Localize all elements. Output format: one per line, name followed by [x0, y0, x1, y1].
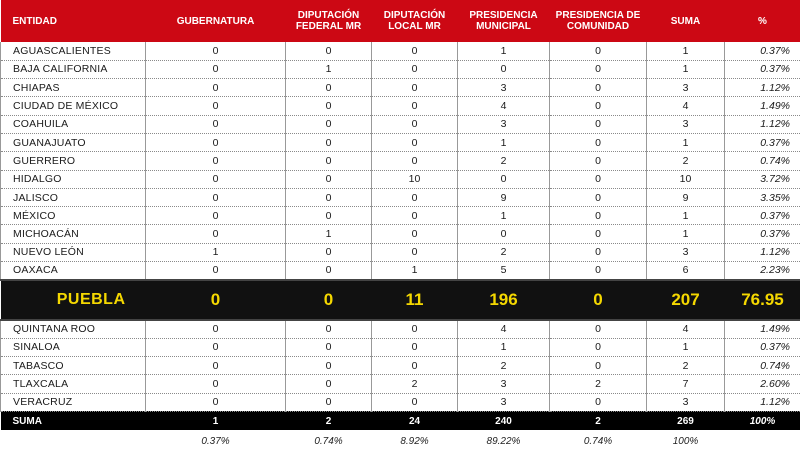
- header-presidencia-municipal: PRESIDENCIA MUNICIPAL: [458, 0, 550, 42]
- cell-diputacion-local: 0: [372, 42, 458, 60]
- cell-suma: 207: [647, 280, 725, 320]
- cell-entidad: BAJA CALIFORNIA: [1, 60, 146, 78]
- cell-diputacion-federal: 1: [286, 225, 372, 243]
- cell-entidad: [1, 430, 146, 452]
- header-row: [1, 0, 800, 42]
- cell-presidencia-comunidad: 0.74%: [550, 430, 647, 452]
- cell-diputacion-local: 8.92%: [372, 430, 458, 452]
- cell-diputacion-federal: 0: [286, 393, 372, 411]
- table-row: [1, 320, 800, 338]
- cell-suma: 7: [647, 375, 725, 393]
- cell-diputacion-federal: 0: [286, 170, 372, 188]
- cell-diputacion-local: 24: [372, 411, 458, 430]
- cell-percent: 1.12%: [725, 115, 800, 133]
- cell-suma: 100%: [647, 430, 725, 452]
- cell-entidad: COAHUILA: [1, 115, 146, 133]
- table-row: [1, 375, 800, 393]
- cell-diputacion-local: 1: [372, 262, 458, 280]
- cell-entidad: AGUASCALIENTES: [1, 42, 146, 60]
- cell-suma: 1: [647, 207, 725, 225]
- cell-entidad: VERACRUZ: [1, 393, 146, 411]
- cell-suma: 9: [647, 188, 725, 206]
- cell-percent: 1.12%: [725, 79, 800, 97]
- cell-diputacion-federal: 0: [286, 356, 372, 374]
- cell-percent: 100%: [725, 411, 800, 430]
- cell-percent: 0.37%: [725, 338, 800, 356]
- cell-percent: 0.37%: [725, 225, 800, 243]
- cell-diputacion-local: 11: [372, 280, 458, 320]
- cell-gubernatura: 0: [146, 320, 286, 338]
- cell-gubernatura: 0: [146, 152, 286, 170]
- table-row: [1, 42, 800, 60]
- cell-presidencia-municipal: 196: [458, 280, 550, 320]
- cell-diputacion-local: 0: [372, 188, 458, 206]
- cell-gubernatura: 0: [146, 133, 286, 151]
- cell-entidad: OAXACA: [1, 262, 146, 280]
- cell-percent: 76.95: [725, 280, 800, 320]
- cell-percent: 0.37%: [725, 42, 800, 60]
- table-row: [1, 262, 800, 280]
- cell-presidencia-comunidad: 2: [550, 375, 647, 393]
- table-row: [1, 356, 800, 374]
- cell-percent: 2.60%: [725, 375, 800, 393]
- cell-diputacion-federal: 0: [286, 338, 372, 356]
- cell-presidencia-municipal: 4: [458, 320, 550, 338]
- table-row: [1, 338, 800, 356]
- cell-diputacion-federal: 0: [286, 133, 372, 151]
- cell-entidad: CHIAPAS: [1, 79, 146, 97]
- cell-diputacion-local: 0: [372, 152, 458, 170]
- cell-diputacion-federal: 0: [286, 97, 372, 115]
- cell-presidencia-comunidad: 0: [550, 225, 647, 243]
- table-row: [1, 60, 800, 78]
- cell-percent: 0.37%: [725, 60, 800, 78]
- cell-gubernatura: 0: [146, 207, 286, 225]
- table-row: [1, 207, 800, 225]
- cell-gubernatura: 1: [146, 243, 286, 261]
- cell-diputacion-federal: 0: [286, 262, 372, 280]
- cell-percent: 0.37%: [725, 207, 800, 225]
- table-row: [1, 243, 800, 261]
- table-row: [1, 393, 800, 411]
- cell-entidad: TABASCO: [1, 356, 146, 374]
- cell-presidencia-municipal: 1: [458, 207, 550, 225]
- cell-suma: 4: [647, 320, 725, 338]
- cell-diputacion-federal: 0: [286, 280, 372, 320]
- cell-presidencia-comunidad: 0: [550, 60, 647, 78]
- cell-presidencia-comunidad: 2: [550, 411, 647, 430]
- cell-presidencia-comunidad: 0: [550, 393, 647, 411]
- cell-presidencia-municipal: 1: [458, 42, 550, 60]
- cell-presidencia-comunidad: 0: [550, 79, 647, 97]
- cell-diputacion-local: 0: [372, 115, 458, 133]
- cell-entidad: SUMA: [1, 411, 146, 430]
- cell-gubernatura: 0: [146, 60, 286, 78]
- cell-gubernatura: 0: [146, 97, 286, 115]
- cell-diputacion-local: 0: [372, 225, 458, 243]
- cell-presidencia-comunidad: 0: [550, 207, 647, 225]
- cell-percent: 1.49%: [725, 97, 800, 115]
- cell-diputacion-local: 0: [372, 393, 458, 411]
- table-row: [1, 188, 800, 206]
- cell-diputacion-federal: 1: [286, 60, 372, 78]
- cell-presidencia-municipal: 2: [458, 356, 550, 374]
- cell-gubernatura: 0: [146, 262, 286, 280]
- highlight-row: [1, 280, 800, 320]
- cell-percent: [725, 430, 800, 452]
- header-diputacion-local: DIPUTACIÓN LOCAL MR: [372, 0, 458, 42]
- cell-gubernatura: 0: [146, 115, 286, 133]
- cell-presidencia-municipal: 240: [458, 411, 550, 430]
- table-row: [1, 115, 800, 133]
- cell-entidad: GUANAJUATO: [1, 133, 146, 151]
- cell-presidencia-comunidad: 0: [550, 338, 647, 356]
- cell-entidad: NUEVO LEÓN: [1, 243, 146, 261]
- cell-entidad: MÉXICO: [1, 207, 146, 225]
- cell-presidencia-comunidad: 0: [550, 243, 647, 261]
- header-suma: SUMA: [647, 0, 725, 42]
- cell-entidad: JALISCO: [1, 188, 146, 206]
- cell-presidencia-municipal: 9: [458, 188, 550, 206]
- header-diputacion-federal: DIPUTACIÓN FEDERAL MR: [286, 0, 372, 42]
- table-row: [1, 225, 800, 243]
- cell-diputacion-federal: 0: [286, 207, 372, 225]
- cell-diputacion-local: 0: [372, 79, 458, 97]
- table-body: [1, 42, 800, 452]
- cell-suma: 3: [647, 79, 725, 97]
- cell-percent: 2.23%: [725, 262, 800, 280]
- cell-presidencia-municipal: 0: [458, 225, 550, 243]
- cell-suma: 10: [647, 170, 725, 188]
- cell-presidencia-municipal: 5: [458, 262, 550, 280]
- cell-entidad: SINALOA: [1, 338, 146, 356]
- cell-diputacion-federal: 0: [286, 320, 372, 338]
- cell-suma: 1: [647, 60, 725, 78]
- cell-presidencia-comunidad: 0: [550, 152, 647, 170]
- cell-diputacion-local: 0: [372, 356, 458, 374]
- cell-presidencia-municipal: 3: [458, 393, 550, 411]
- cell-entidad: QUINTANA ROO: [1, 320, 146, 338]
- cell-entidad: CIUDAD DE MÉXICO: [1, 97, 146, 115]
- cell-presidencia-municipal: 0: [458, 170, 550, 188]
- cell-presidencia-municipal: 3: [458, 115, 550, 133]
- cell-entidad: GUERRERO: [1, 152, 146, 170]
- cell-presidencia-comunidad: 0: [550, 320, 647, 338]
- cell-percent: 3.72%: [725, 170, 800, 188]
- cell-suma: 1: [647, 338, 725, 356]
- cell-percent: 1.12%: [725, 393, 800, 411]
- cell-diputacion-federal: 0: [286, 42, 372, 60]
- cell-presidencia-municipal: 0: [458, 60, 550, 78]
- cell-presidencia-municipal: 4: [458, 97, 550, 115]
- cell-diputacion-federal: 0: [286, 79, 372, 97]
- cell-presidencia-comunidad: 0: [550, 97, 647, 115]
- cell-diputacion-federal: 0: [286, 375, 372, 393]
- cell-gubernatura: 0: [146, 225, 286, 243]
- cell-suma: 3: [647, 393, 725, 411]
- cell-suma: 1: [647, 225, 725, 243]
- header-gubernatura: GUBERNATURA: [146, 0, 286, 42]
- cell-gubernatura: 0: [146, 356, 286, 374]
- cell-presidencia-comunidad: 0: [550, 133, 647, 151]
- cell-gubernatura: 0: [146, 280, 286, 320]
- cell-gubernatura: 0.37%: [146, 430, 286, 452]
- table-row: [1, 133, 800, 151]
- cell-diputacion-federal: 0.74%: [286, 430, 372, 452]
- cell-presidencia-comunidad: 0: [550, 42, 647, 60]
- cell-gubernatura: 0: [146, 79, 286, 97]
- cell-diputacion-federal: 0: [286, 152, 372, 170]
- cell-percent: 1.12%: [725, 243, 800, 261]
- cell-entidad: PUEBLA: [1, 280, 146, 320]
- table-row: [1, 170, 800, 188]
- cell-presidencia-municipal: 1: [458, 338, 550, 356]
- cell-presidencia-comunidad: 0: [550, 262, 647, 280]
- cell-presidencia-comunidad: 0: [550, 170, 647, 188]
- cell-percent: 3.35%: [725, 188, 800, 206]
- cell-diputacion-local: 0: [372, 207, 458, 225]
- cell-presidencia-municipal: 3: [458, 79, 550, 97]
- table-row: [1, 152, 800, 170]
- cell-gubernatura: 0: [146, 393, 286, 411]
- cell-suma: 3: [647, 243, 725, 261]
- cell-entidad: TLAXCALA: [1, 375, 146, 393]
- cell-presidencia-municipal: 89.22%: [458, 430, 550, 452]
- cell-gubernatura: 0: [146, 338, 286, 356]
- cell-presidencia-comunidad: 0: [550, 280, 647, 320]
- cell-suma: 1: [647, 133, 725, 151]
- cell-presidencia-municipal: 2: [458, 152, 550, 170]
- cell-diputacion-local: 10: [372, 170, 458, 188]
- cell-diputacion-local: 0: [372, 320, 458, 338]
- cell-presidencia-comunidad: 0: [550, 188, 647, 206]
- cell-suma: 2: [647, 356, 725, 374]
- cell-suma: 3: [647, 115, 725, 133]
- cell-percent: 0.74%: [725, 152, 800, 170]
- cell-presidencia-municipal: 3: [458, 375, 550, 393]
- cell-suma: 269: [647, 411, 725, 430]
- header-presidencia-comunidad: PRESIDENCIA DE COMUNIDAD: [550, 0, 647, 42]
- cell-gubernatura: 0: [146, 42, 286, 60]
- cell-diputacion-local: 0: [372, 243, 458, 261]
- cell-presidencia-comunidad: 0: [550, 115, 647, 133]
- cell-presidencia-municipal: 2: [458, 243, 550, 261]
- cell-entidad: HIDALGO: [1, 170, 146, 188]
- header-entidad: ENTIDAD: [1, 0, 146, 42]
- total-row: [1, 411, 800, 430]
- cell-presidencia-municipal: 1: [458, 133, 550, 151]
- cell-diputacion-federal: 0: [286, 243, 372, 261]
- cell-diputacion-local: 0: [372, 133, 458, 151]
- cell-percent: 1.49%: [725, 320, 800, 338]
- cell-presidencia-comunidad: 0: [550, 356, 647, 374]
- cell-suma: 2: [647, 152, 725, 170]
- cell-suma: 4: [647, 97, 725, 115]
- header-percent: %: [725, 0, 800, 42]
- cell-percent: 0.37%: [725, 133, 800, 151]
- table-row: [1, 79, 800, 97]
- table-row: [1, 97, 800, 115]
- cell-percent: 0.74%: [725, 356, 800, 374]
- cell-gubernatura: 0: [146, 375, 286, 393]
- cell-suma: 1: [647, 42, 725, 60]
- cell-diputacion-local: 0: [372, 60, 458, 78]
- cell-diputacion-federal: 2: [286, 411, 372, 430]
- cell-diputacion-local: 0: [372, 97, 458, 115]
- cell-gubernatura: 0: [146, 188, 286, 206]
- cell-diputacion-local: 2: [372, 375, 458, 393]
- cell-gubernatura: 0: [146, 170, 286, 188]
- cell-gubernatura: 1: [146, 411, 286, 430]
- percentage-row: [1, 430, 800, 452]
- cell-suma: 6: [647, 262, 725, 280]
- cell-diputacion-federal: 0: [286, 188, 372, 206]
- cell-diputacion-federal: 0: [286, 115, 372, 133]
- cell-entidad: MICHOACÁN: [1, 225, 146, 243]
- cell-diputacion-local: 0: [372, 338, 458, 356]
